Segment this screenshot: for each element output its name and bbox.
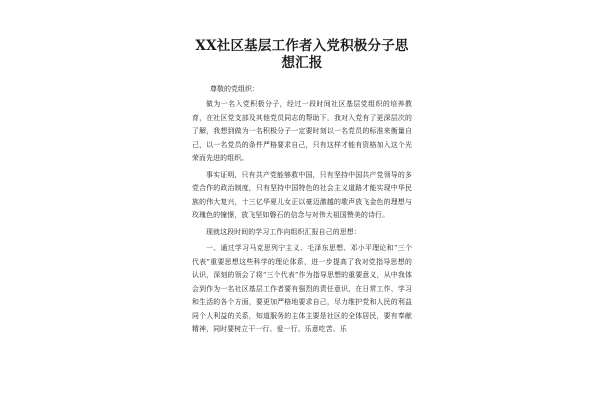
salutation: 尊敬的党组织： bbox=[210, 85, 259, 93]
document-title: XX社区基层工作者入党积极分子思想汇报 bbox=[195, 38, 409, 71]
document-body bbox=[192, 38, 412, 340]
paragraph-report-lead: 现就这段时间的学习工作向组织汇报自己的思想： bbox=[206, 227, 361, 236]
paragraph-facts: 事实证明，只有共产党能够救中国，只有坚持中国共产党领导的多党合作的政治制度，只有坚持中国特色的社会主义道路才能实现中华民族的伟大复兴，十三亿华夏儿女正以豪迈激越的歌声放飞金色的理想与玫瑰色的憧憬，放飞坚如磐石的信念与对伟大祖国赞美的诗行。 bbox=[192, 170, 412, 219]
paragraph-intro: 做为一名入党积极分子，经过一段时间社区基层党组织的培养教育，在社区党支部及其他党员同志的帮助下，我对入党有了更深层次的了解，我想到做为一名积极分子一定要时刻以一名党员的标准来衡量自己，以一名党员的条件严格要求自己，只有这样才能有资格加入这个光荣而先进的组织。 bbox=[192, 100, 412, 162]
paragraph-point-one: 一、通过学习马克思列宁主义、毛泽东思想、邓小平理论和“三个代表”重要思想这些科学的理论体系，进一步提高了我对党指导思想的认识，深刻的领会了将“三个代表”作为指导思想的重要意义，从中我体会到作为一名社区基层工作者要有强烈的责任意识，在日常工作、学习和生活的各个方面，要更加严格地要求自己，尽力维护党和人民的利益同个人利益的关系，知道服务的主体主要是社区的全体居民，要有奉献精神，同时要树立干一行、爱一行、乐意吃苦、乐 bbox=[192, 244, 412, 333]
